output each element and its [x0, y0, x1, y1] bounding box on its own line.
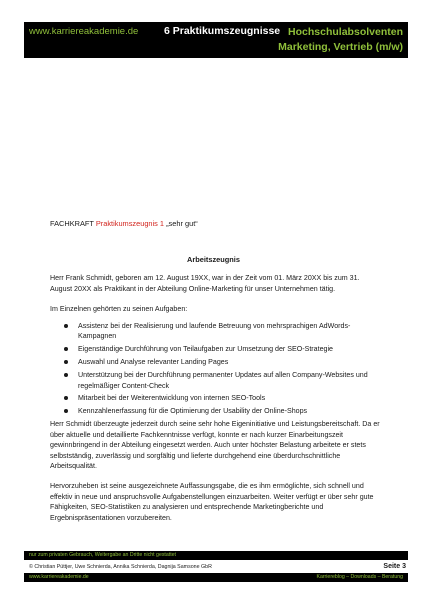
bullet-icon	[64, 396, 68, 400]
header-target-line2: Marketing, Vertrieb (m/w)	[278, 41, 403, 53]
bullet-icon	[64, 373, 68, 377]
footer-authors-line	[24, 562, 408, 572]
bullet-icon	[64, 360, 68, 364]
task-text: Kennzahlenerfassung für die Optimierung der Usability der Online-Shops	[78, 407, 308, 416]
task-text: Eigenständige Durchführung von Teilaufgaben zur Umsetzung der SEO-Strategie	[78, 345, 334, 354]
header-site-link[interactable]: www.karriereakademie.de	[29, 26, 139, 37]
task-text: Mitarbeit bei der Weiterentwicklung von internen SEO-Tools	[78, 394, 266, 403]
list-item	[50, 393, 384, 403]
category-suffix: „sehr gut“	[164, 219, 198, 228]
footer-nav-links[interactable]: Karriereblog – Downloads – Beratung	[316, 574, 403, 580]
list-item	[50, 357, 384, 367]
footer-notice: nur zum privaten Gebrauch, Weitergabe an Dritte nicht gestattet	[29, 552, 176, 558]
paragraph-skills: Hervorzuheben ist seine ausgezeichnete Auffassungsgabe, die es ihm ermöglichte, sich schnell und effektiv in neue und anspruchsvolle Aufgabenstellungen einzuarbeiten. Weiter verfügt er über sehr gute Fähigkeiten, SEO-Statistiken zu analysieren und entsprechende Marketingberichte und Ergebnispräsentationen vorzubereiten.	[50, 482, 374, 522]
page-header	[24, 22, 408, 58]
task-text: Assistenz bei der Realisierung und laufende Betreuung von mehrsprachigen AdWords-Kampagnen	[78, 322, 351, 341]
document-title: Arbeitszeugnis	[187, 255, 240, 264]
bullet-icon	[64, 347, 68, 351]
task-text: Auswahl und Analyse relevanter Landing Pages	[78, 358, 229, 367]
footer-site-link[interactable]: www.karriereakademie.de	[29, 574, 89, 580]
list-item	[50, 321, 384, 342]
footer-notice-bar	[24, 551, 408, 560]
bullet-icon	[64, 409, 68, 413]
certificate-category-line	[50, 219, 198, 228]
bullet-icon	[64, 324, 68, 328]
list-item	[50, 370, 384, 391]
category-highlight: Praktikumszeugnis 1	[95, 219, 165, 228]
category-prefix: FACHKRAFT	[50, 219, 96, 228]
list-item	[50, 344, 384, 354]
task-text: Unterstützung bei der Durchführung permanenter Updates auf allen Company-Websites und regelmäßiger Content-Check	[78, 371, 368, 390]
task-list	[50, 321, 384, 419]
header-target-line1: Hochschulabsolventen	[288, 26, 403, 38]
page-number: Seite 3	[383, 563, 406, 570]
header-doc-title: 6 Praktikumszeugnisse	[164, 25, 281, 37]
paragraph-intro: Herr Frank Schmidt, geboren am 12. August 19XX, war in der Zeit vom 01. März 20XX bis zum 31. August 20XX als Praktikant in der Abteilung Online-Marketing für unser Unternehmen tätig.	[50, 274, 360, 293]
list-item	[50, 406, 384, 416]
paragraph-tasks-lead: Im Einzelnen gehörten zu seinen Aufgaben:	[50, 305, 188, 313]
footer-authors: © Christian Püttjer, Uwe Schnierda, Annika Schnierda, Dagnija Samsone GbR	[29, 564, 212, 570]
header-target-group	[278, 25, 403, 55]
footer-links-bar	[24, 573, 408, 582]
paragraph-performance: Herr Schmidt überzeugte jederzeit durch seine sehr hohe Eigeninitiative und Leistungsbereitschaft. Da er über aktuelle und detaillierte Fachkenntnisse verfügt, konnte er nach kurzer Einarbeitungszeit gewinnbringend in der Abteilung eingesetzt werden. Auch unter höchster Belastung arbeitete er stets selbstständig, zuverlässig und sorgfältig und lieferte durchgehend eine überdurchschnittliche Arbeitsqualität.	[50, 420, 380, 471]
